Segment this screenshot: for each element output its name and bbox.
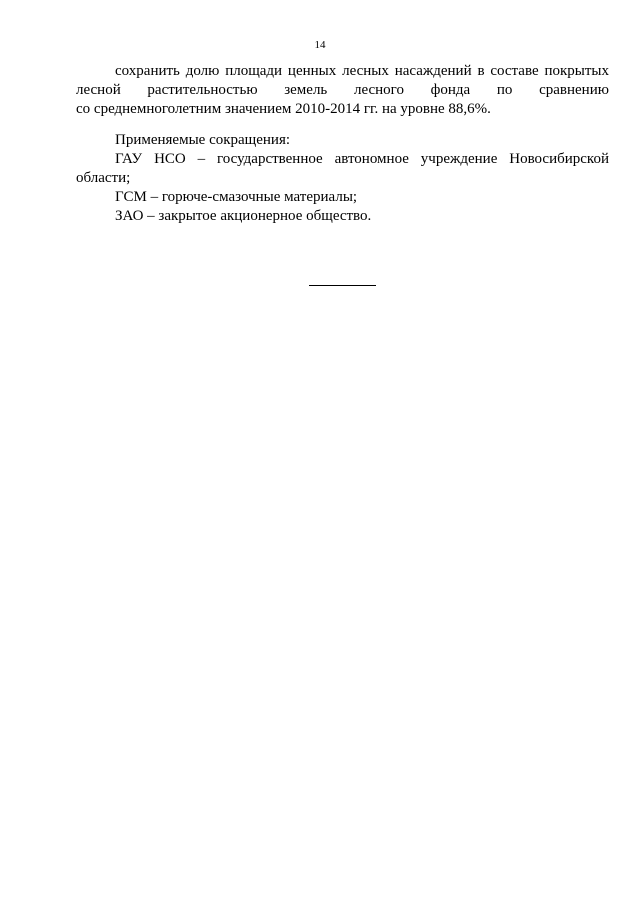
word: НСО [154, 151, 186, 167]
word: ценных [287, 63, 337, 79]
word: фонда [430, 82, 471, 98]
word: государственное [216, 151, 323, 167]
abbreviation-gau-line-1 [76, 150, 609, 169]
paragraph-forest-share [76, 62, 609, 119]
abbreviation-gau-line-2: области; [76, 170, 131, 186]
word: покрытых [544, 63, 609, 79]
word: земель [284, 82, 328, 98]
paragraph-line-1 [76, 62, 609, 81]
word: ГАУ [115, 151, 143, 167]
abbreviation-gsm: ГСМ – горюче-смазочные материалы; [115, 189, 358, 205]
word: насаждений [394, 63, 472, 79]
word: растительностью [147, 82, 258, 98]
word: по [496, 82, 513, 98]
word: сравнению [539, 82, 609, 98]
paragraph-line-2 [76, 81, 609, 100]
word: площади [225, 63, 283, 79]
word: долю [185, 63, 220, 79]
abbreviations-heading: Применяемые сокращения: [115, 132, 291, 148]
word: составе [490, 63, 539, 79]
end-of-document-rule [309, 285, 376, 286]
paragraph-line-3: со среднемноголетним значением 2010-2014 гг. на уровне 88,6%. [76, 101, 491, 117]
word: лесных [342, 63, 389, 79]
word: лесного [353, 82, 404, 98]
word: лесной [76, 82, 121, 98]
word: сохранить [115, 63, 180, 79]
abbreviation-zao: ЗАО – закрытое акционерное общество. [115, 208, 372, 224]
page-number: 14 [314, 39, 326, 51]
abbreviations-section [76, 131, 609, 226]
word: учреждение [420, 151, 498, 167]
word: в [477, 63, 485, 79]
word: – [197, 151, 206, 167]
word: автономное [334, 151, 409, 167]
word: Новосибирской [509, 151, 609, 167]
